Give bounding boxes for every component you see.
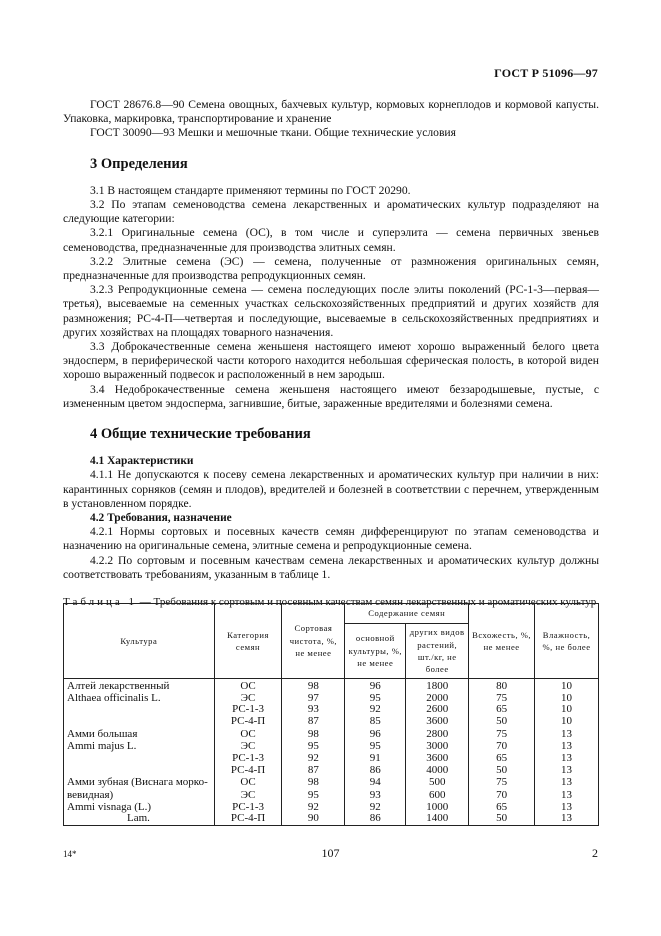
cell-culture: [64, 716, 215, 728]
cell-culture: Ammi visnaga (L.): [64, 802, 215, 814]
cell-germ: 50: [469, 765, 535, 777]
cell-purity: 98: [282, 679, 345, 693]
page-number: 107: [321, 846, 340, 860]
cell-moist: 13: [535, 753, 599, 765]
cell-purity: 97: [282, 693, 345, 705]
cell-main: 95: [345, 693, 406, 705]
cell-germ: 75: [469, 727, 535, 741]
cell-other: 3000: [406, 741, 469, 753]
header-category: Категория семян: [214, 604, 282, 679]
paragraph-4-2-1: 4.2.1 Нормы сортовых и посевных качеств семян дифференцируют по этапам семеноводства и назначению на оригинальные семена, элитные семена и репродукционные семена.: [63, 525, 599, 553]
cell-germ: 65: [469, 704, 535, 716]
cell-germ: 75: [469, 693, 535, 705]
cell-category: РС-4-П: [214, 813, 282, 825]
cell-main: 93: [345, 790, 406, 802]
cell-culture: Алтей лекарственный: [64, 679, 215, 693]
cell-culture: Ammi majus L.: [64, 741, 215, 753]
cell-purity: 92: [282, 802, 345, 814]
cell-other: 3600: [406, 716, 469, 728]
cell-category: ЭС: [214, 741, 282, 753]
cell-main: 91: [345, 753, 406, 765]
cell-moist: 13: [535, 790, 599, 802]
table-row: [64, 727, 599, 741]
cell-main: 95: [345, 741, 406, 753]
cell-germ: 50: [469, 716, 535, 728]
cell-other: 2800: [406, 727, 469, 741]
paragraph-3-2-2: 3.2.2 Элитные семена (ЭС) — семена, полученные от размножения оригинальных семян, предназначенные для производства репродукционных семян.: [63, 254, 599, 283]
reference-paragraph: ГОСТ 30090—93 Мешки и мешочные ткани. Общие технические условия: [90, 126, 456, 140]
cell-moist: 13: [535, 802, 599, 814]
subsection-4-1-heading: 4.1 Характеристики: [90, 455, 194, 468]
table-row: [64, 813, 599, 825]
table-row: [64, 716, 599, 728]
cell-purity: 95: [282, 790, 345, 802]
paragraph-3-2: 3.2 По этапам семеноводства семена лекарственных и ароматических культур подразделяют на следующие категории:: [63, 198, 599, 226]
cell-main: 86: [345, 813, 406, 825]
table-row: [64, 765, 599, 777]
table-caption-label: Таблица 1: [63, 596, 138, 609]
cell-main: 96: [345, 727, 406, 741]
cell-culture: Althaea officinalis L.: [64, 693, 215, 705]
sheet-number: 2: [592, 846, 598, 860]
cell-category: ЭС: [214, 790, 282, 802]
paragraph-4-2-2: 4.2.2 По сортовым и посевным качествам семена лекарственных и ароматических культур должны соответствовать требованиям, указанным в таблице 1.: [63, 553, 599, 581]
footer-mark: 14*: [63, 849, 77, 859]
cell-culture: вевидная): [64, 790, 215, 802]
cell-category: РС-4-П: [214, 716, 282, 728]
table-row: [64, 679, 599, 693]
cell-moist: 13: [535, 741, 599, 753]
cell-moist: 13: [535, 765, 599, 777]
cell-moist: 13: [535, 727, 599, 741]
cell-other: 2600: [406, 704, 469, 716]
cell-category: РС-1-3: [214, 802, 282, 814]
cell-category: ЭС: [214, 693, 282, 705]
cell-culture: Амми зубная (Виснага морко-: [64, 776, 215, 790]
paragraph-3-2-3: 3.2.3 Репродукционные семена — семена последующих после элиты поколений (РС-1-3—первая—третья), высеваемые на семенных участках сельскохозяйственных предприятий и других хозяйств для размножения; РС-4-П—четвертая и последующие, высеваемые в сельскохозяйственных предприятиях и других хозяйствах на площадях товарного назначения.: [63, 283, 599, 339]
standard-code-header: ГОСТ Р 51096—97: [494, 66, 598, 80]
cell-purity: 98: [282, 727, 345, 741]
cell-culture: [64, 765, 215, 777]
section-3-heading: 3 Определения: [90, 155, 188, 172]
table-body: [64, 679, 599, 826]
cell-purity: 98: [282, 776, 345, 790]
header-germination: Всхожесть, %, не менее: [469, 604, 535, 679]
cell-other: 600: [406, 790, 469, 802]
paragraph-3-3: 3.3 Доброкачественные семена женьшеня настоящего имеют хорошо выраженный белого цвета эндосперм, в периферической части которого находится небольшая сферическая полость, в которой виден хорошо выраженный подвесок и расположенный в нем зародыш.: [63, 340, 599, 382]
cell-other: 1400: [406, 813, 469, 825]
reference-paragraph: ГОСТ 28676.8—90 Семена овощных, бахчевых культур, кормовых корнеплодов и кормовой капусты. Упаковка, маркировка, транспортирование и хранение: [63, 98, 599, 126]
cell-other: 1800: [406, 679, 469, 693]
section-4-heading: 4 Общие технические требования: [90, 426, 311, 443]
paragraph-3-4: 3.4 Недоброкачественные семена женьшеня настоящего имеют беззародышевые, пустые, с измененным цветом эндосперма, загнившие, битые, зараженные вредителями и болезнями семена.: [63, 382, 599, 410]
cell-main: 96: [345, 679, 406, 693]
cell-category: ОС: [214, 776, 282, 790]
cell-germ: 75: [469, 776, 535, 790]
cell-category: РС-1-3: [214, 704, 282, 716]
cell-moist: 10: [535, 704, 599, 716]
cell-germ: 65: [469, 802, 535, 814]
table-row: [64, 704, 599, 716]
cell-germ: 50: [469, 813, 535, 825]
cell-other: 2000: [406, 693, 469, 705]
cell-moist: 10: [535, 716, 599, 728]
cell-purity: 87: [282, 716, 345, 728]
cell-germ: 80: [469, 679, 535, 693]
header-seed-content: Содержание семян: [345, 604, 469, 624]
table-row: [64, 790, 599, 802]
cell-moist: 10: [535, 693, 599, 705]
table-row: [64, 753, 599, 765]
cell-category: РС-4-П: [214, 765, 282, 777]
header-main-culture: основной культуры, %, не менее: [345, 624, 406, 679]
cell-category: ОС: [214, 727, 282, 741]
paragraph-3-2-1: 3.2.1 Оригинальные семена (ОС), в том числе и суперэлита — семена первичных звеньев семеноводства, предназначенные для производства элитных семян.: [63, 226, 599, 254]
cell-category: РС-1-3: [214, 753, 282, 765]
cell-other: 4000: [406, 765, 469, 777]
table-row: [64, 693, 599, 705]
table-row: [64, 776, 599, 790]
cell-culture: Lam.: [64, 813, 215, 825]
cell-moist: 10: [535, 679, 599, 693]
cell-main: 86: [345, 765, 406, 777]
cell-germ: 70: [469, 790, 535, 802]
requirements-table: [63, 603, 599, 826]
paragraph-4-1-1: 4.1.1 Не допускаются к посеву семена лекарственных и ароматических культур при наличии в них: карантинных сорняков (семян и плодов), вредителей и болезней в соответствии с перечнем, утвержденным в установленном порядке.: [63, 468, 599, 510]
header-moisture: Влажность, %, не более: [535, 604, 599, 679]
cell-culture: [64, 704, 215, 716]
cell-main: 94: [345, 776, 406, 790]
cell-purity: 87: [282, 765, 345, 777]
subsection-4-2-heading: 4.2 Требования, назначение: [90, 512, 232, 525]
cell-purity: 93: [282, 704, 345, 716]
cell-purity: 95: [282, 741, 345, 753]
table-caption-text: — Требования к сортовым и посевным качествам семян лекарственных и ароматических культур: [139, 596, 597, 609]
cell-main: 85: [345, 716, 406, 728]
cell-other: 1000: [406, 802, 469, 814]
cell-culture: [64, 753, 215, 765]
cell-culture: Амми большая: [64, 727, 215, 741]
cell-main: 92: [345, 704, 406, 716]
table-row: [64, 741, 599, 753]
cell-germ: 65: [469, 753, 535, 765]
body-text: [63, 98, 599, 609]
cell-moist: 13: [535, 813, 599, 825]
cell-germ: 70: [469, 741, 535, 753]
cell-main: 92: [345, 802, 406, 814]
cell-category: ОС: [214, 679, 282, 693]
cell-purity: 90: [282, 813, 345, 825]
header-purity: Сортовая чистота, %, не менее: [282, 604, 345, 679]
cell-other: 500: [406, 776, 469, 790]
paragraph-3-1: 3.1 В настоящем стандарте применяют термины по ГОСТ 20290.: [90, 183, 411, 197]
cell-purity: 92: [282, 753, 345, 765]
cell-moist: 13: [535, 776, 599, 790]
header-other-plants: других видов растений, шт./кг, не более: [406, 624, 469, 679]
cell-other: 3600: [406, 753, 469, 765]
header-culture: Культура: [64, 604, 215, 679]
